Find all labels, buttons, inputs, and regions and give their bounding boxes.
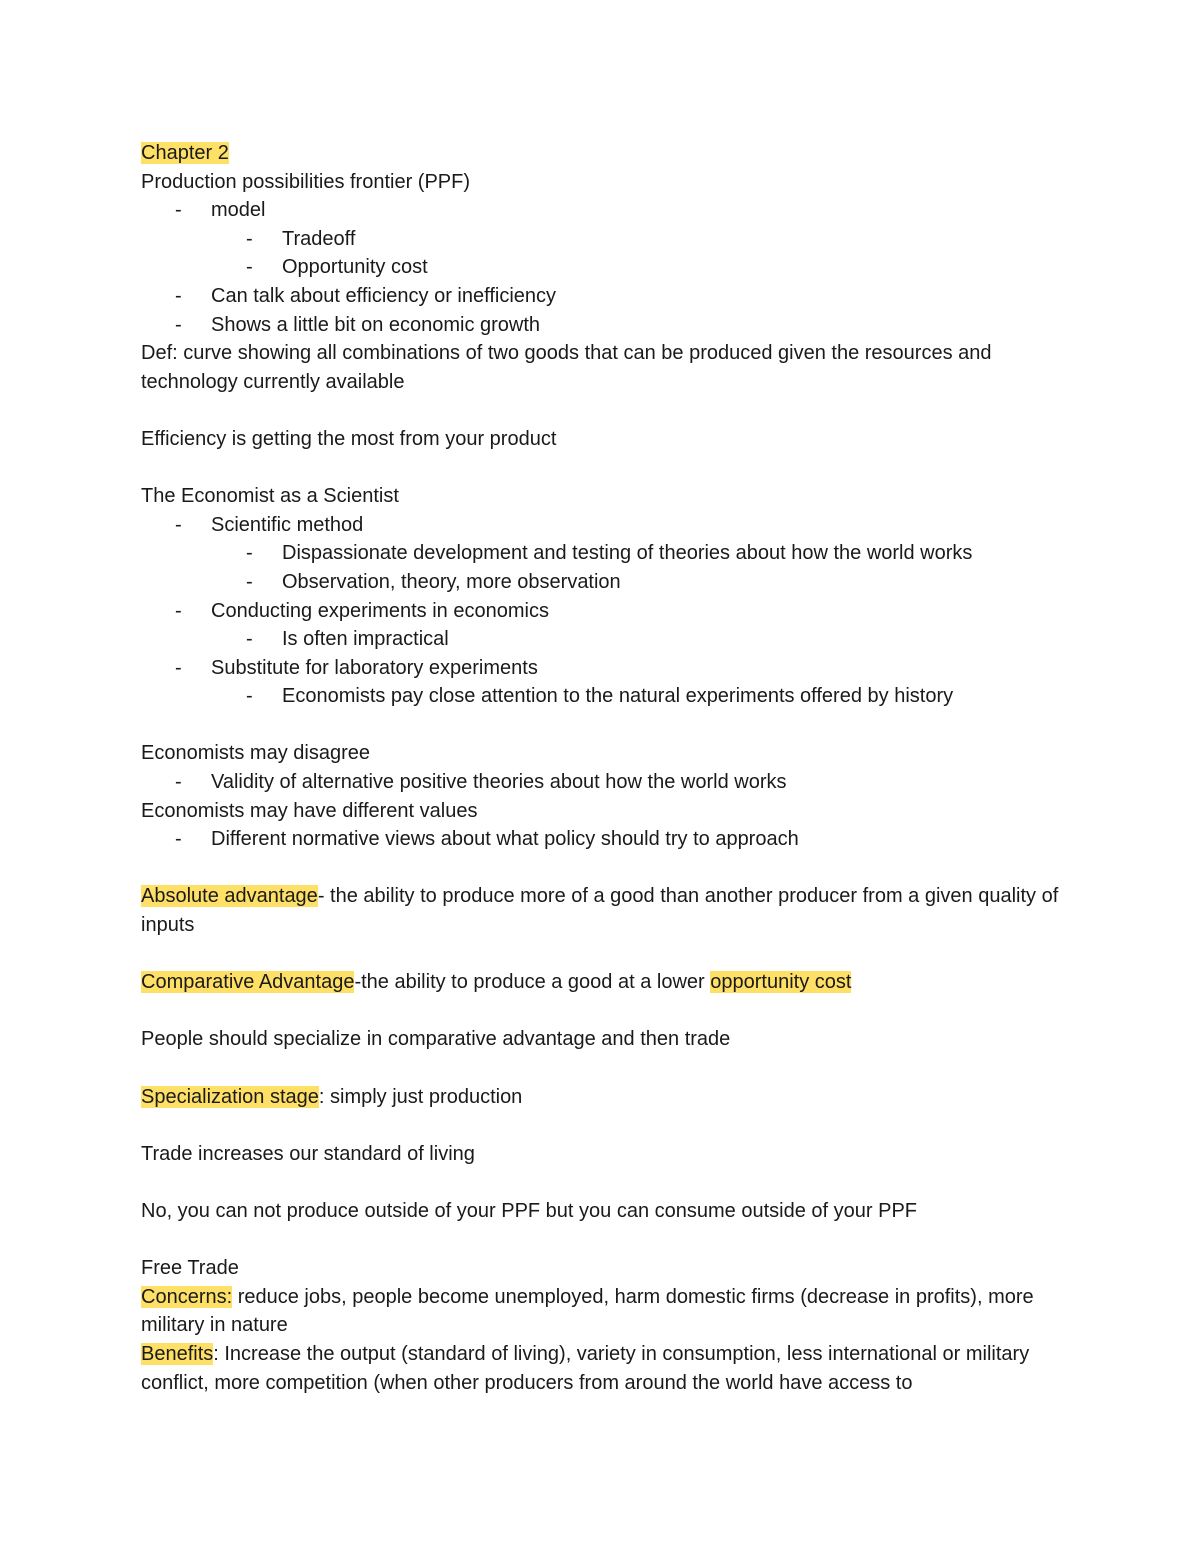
dash-bullet: - (246, 685, 253, 708)
specialize-note: People should specialize in comparative advantage and then trade (141, 1028, 731, 1051)
ppf-consume-note: No, you can not produce outside of your PPF but you can consume outside of your PPF (141, 1199, 917, 1222)
specialization-definition: : simply just production (318, 1085, 523, 1108)
bullet-text: Is often impractical (282, 628, 449, 651)
bullet-opportunity-cost (141, 253, 1071, 282)
highlight-comparative-advantage: Comparative Advantage (141, 971, 355, 994)
values-heading: Economists may have different values (141, 799, 478, 822)
dash-bullet: - (246, 542, 253, 565)
bullet-efficiency (141, 282, 1071, 311)
spacer (141, 854, 1071, 883)
bullet-validity (141, 768, 1071, 797)
bullet-text: Dispassionate development and testing of theories about how the world works (282, 542, 973, 565)
bullet-model (141, 196, 1071, 225)
bullet-experiments (141, 597, 1071, 626)
bullet-normative (141, 825, 1071, 854)
absolute-advantage-paragraph (141, 882, 1071, 939)
highlight-specialization-stage: Specialization stage (141, 1085, 319, 1108)
dash-bullet: - (175, 284, 182, 307)
bullet-tradeoff (141, 225, 1071, 254)
dash-bullet: - (175, 199, 182, 222)
free-trade-heading: Free Trade (141, 1257, 239, 1280)
comparative-advantage-definition: -the ability to produce a good at a lower (354, 971, 711, 994)
bullet-scientific-method (141, 511, 1071, 540)
efficiency-note: Efficiency is getting the most from your product (141, 427, 557, 450)
dash-bullet: - (246, 628, 253, 651)
benefits-paragraph (141, 1340, 1071, 1397)
scientist-heading: The Economist as a Scientist (141, 485, 399, 508)
dash-bullet: - (175, 313, 182, 336)
spacer (141, 1226, 1071, 1255)
disagree-heading: Economists may disagree (141, 742, 370, 765)
concerns-text: reduce jobs, people become unemployed, harm domestic firms (decrease in profits), more military in nature (141, 1285, 1034, 1337)
bullet-text: Substitute for laboratory experiments (211, 656, 538, 679)
bullet-impractical (141, 625, 1071, 654)
ppf-title: Production possibilities frontier (PPF) (141, 170, 471, 193)
absolute-advantage-definition: - the ability to produce more of a good than another producer from a given quality of inputs (141, 885, 1059, 937)
chapter-heading (141, 139, 1071, 168)
ppf-definition: Def: curve showing all combinations of two goods that can be produced given the resources and technology currently available (141, 342, 992, 393)
spacer (141, 1111, 1071, 1140)
bullet-observation (141, 568, 1071, 597)
bullet-text: Different normative views about what policy should try to approach (211, 828, 799, 851)
bullet-text: Observation, theory, more observation (282, 570, 621, 593)
bullet-text: Shows a little bit on economic growth (211, 313, 541, 336)
spacer (141, 940, 1071, 969)
spacer (141, 396, 1071, 425)
bullet-text: Can talk about efficiency or inefficiency (211, 284, 557, 307)
dash-bullet: - (175, 828, 182, 851)
bullet-substitute (141, 654, 1071, 683)
bullet-dispassionate (141, 539, 1071, 568)
bullet-growth (141, 311, 1071, 340)
bullet-text: Scientific method (211, 513, 364, 536)
bullet-text: Tradeoff (282, 227, 356, 250)
concerns-paragraph (141, 1283, 1071, 1340)
dash-bullet: - (175, 656, 182, 679)
bullet-text: Conducting experiments in economics (211, 599, 549, 622)
spacer (141, 1168, 1071, 1197)
benefits-text: : Increase the output (standard of living), variety in consumption, less international or military conflict, more competition (when other producers from around the world have access to (141, 1342, 1030, 1394)
trade-living-note: Trade increases our standard of living (141, 1142, 475, 1165)
dash-bullet: - (246, 570, 253, 593)
highlight-benefits: Benefits (141, 1342, 214, 1365)
dash-bullet: - (175, 599, 182, 622)
highlight-concerns: Concerns: (141, 1285, 233, 1308)
spacer (141, 1054, 1071, 1083)
spacer (141, 997, 1071, 1026)
specialization-paragraph (141, 1083, 1071, 1112)
bullet-natural-experiments (141, 682, 1071, 711)
bullet-text: Economists pay close attention to the natural experiments offered by history (282, 685, 954, 708)
document-body (141, 139, 1071, 1397)
bullet-text: model (211, 199, 266, 222)
highlight-absolute-advantage: Absolute advantage (141, 885, 318, 908)
dash-bullet: - (175, 771, 182, 794)
dash-bullet: - (246, 256, 253, 279)
spacer (141, 711, 1071, 740)
highlight-opportunity-cost: opportunity cost (710, 971, 852, 994)
bullet-text: Validity of alternative positive theories about how the world works (211, 771, 787, 794)
dash-bullet: - (175, 513, 182, 536)
spacer (141, 454, 1071, 483)
bullet-text: Opportunity cost (282, 256, 428, 279)
comparative-advantage-paragraph (141, 968, 1071, 997)
dash-bullet: - (246, 227, 253, 250)
highlight-chapter: Chapter 2 (141, 142, 229, 164)
